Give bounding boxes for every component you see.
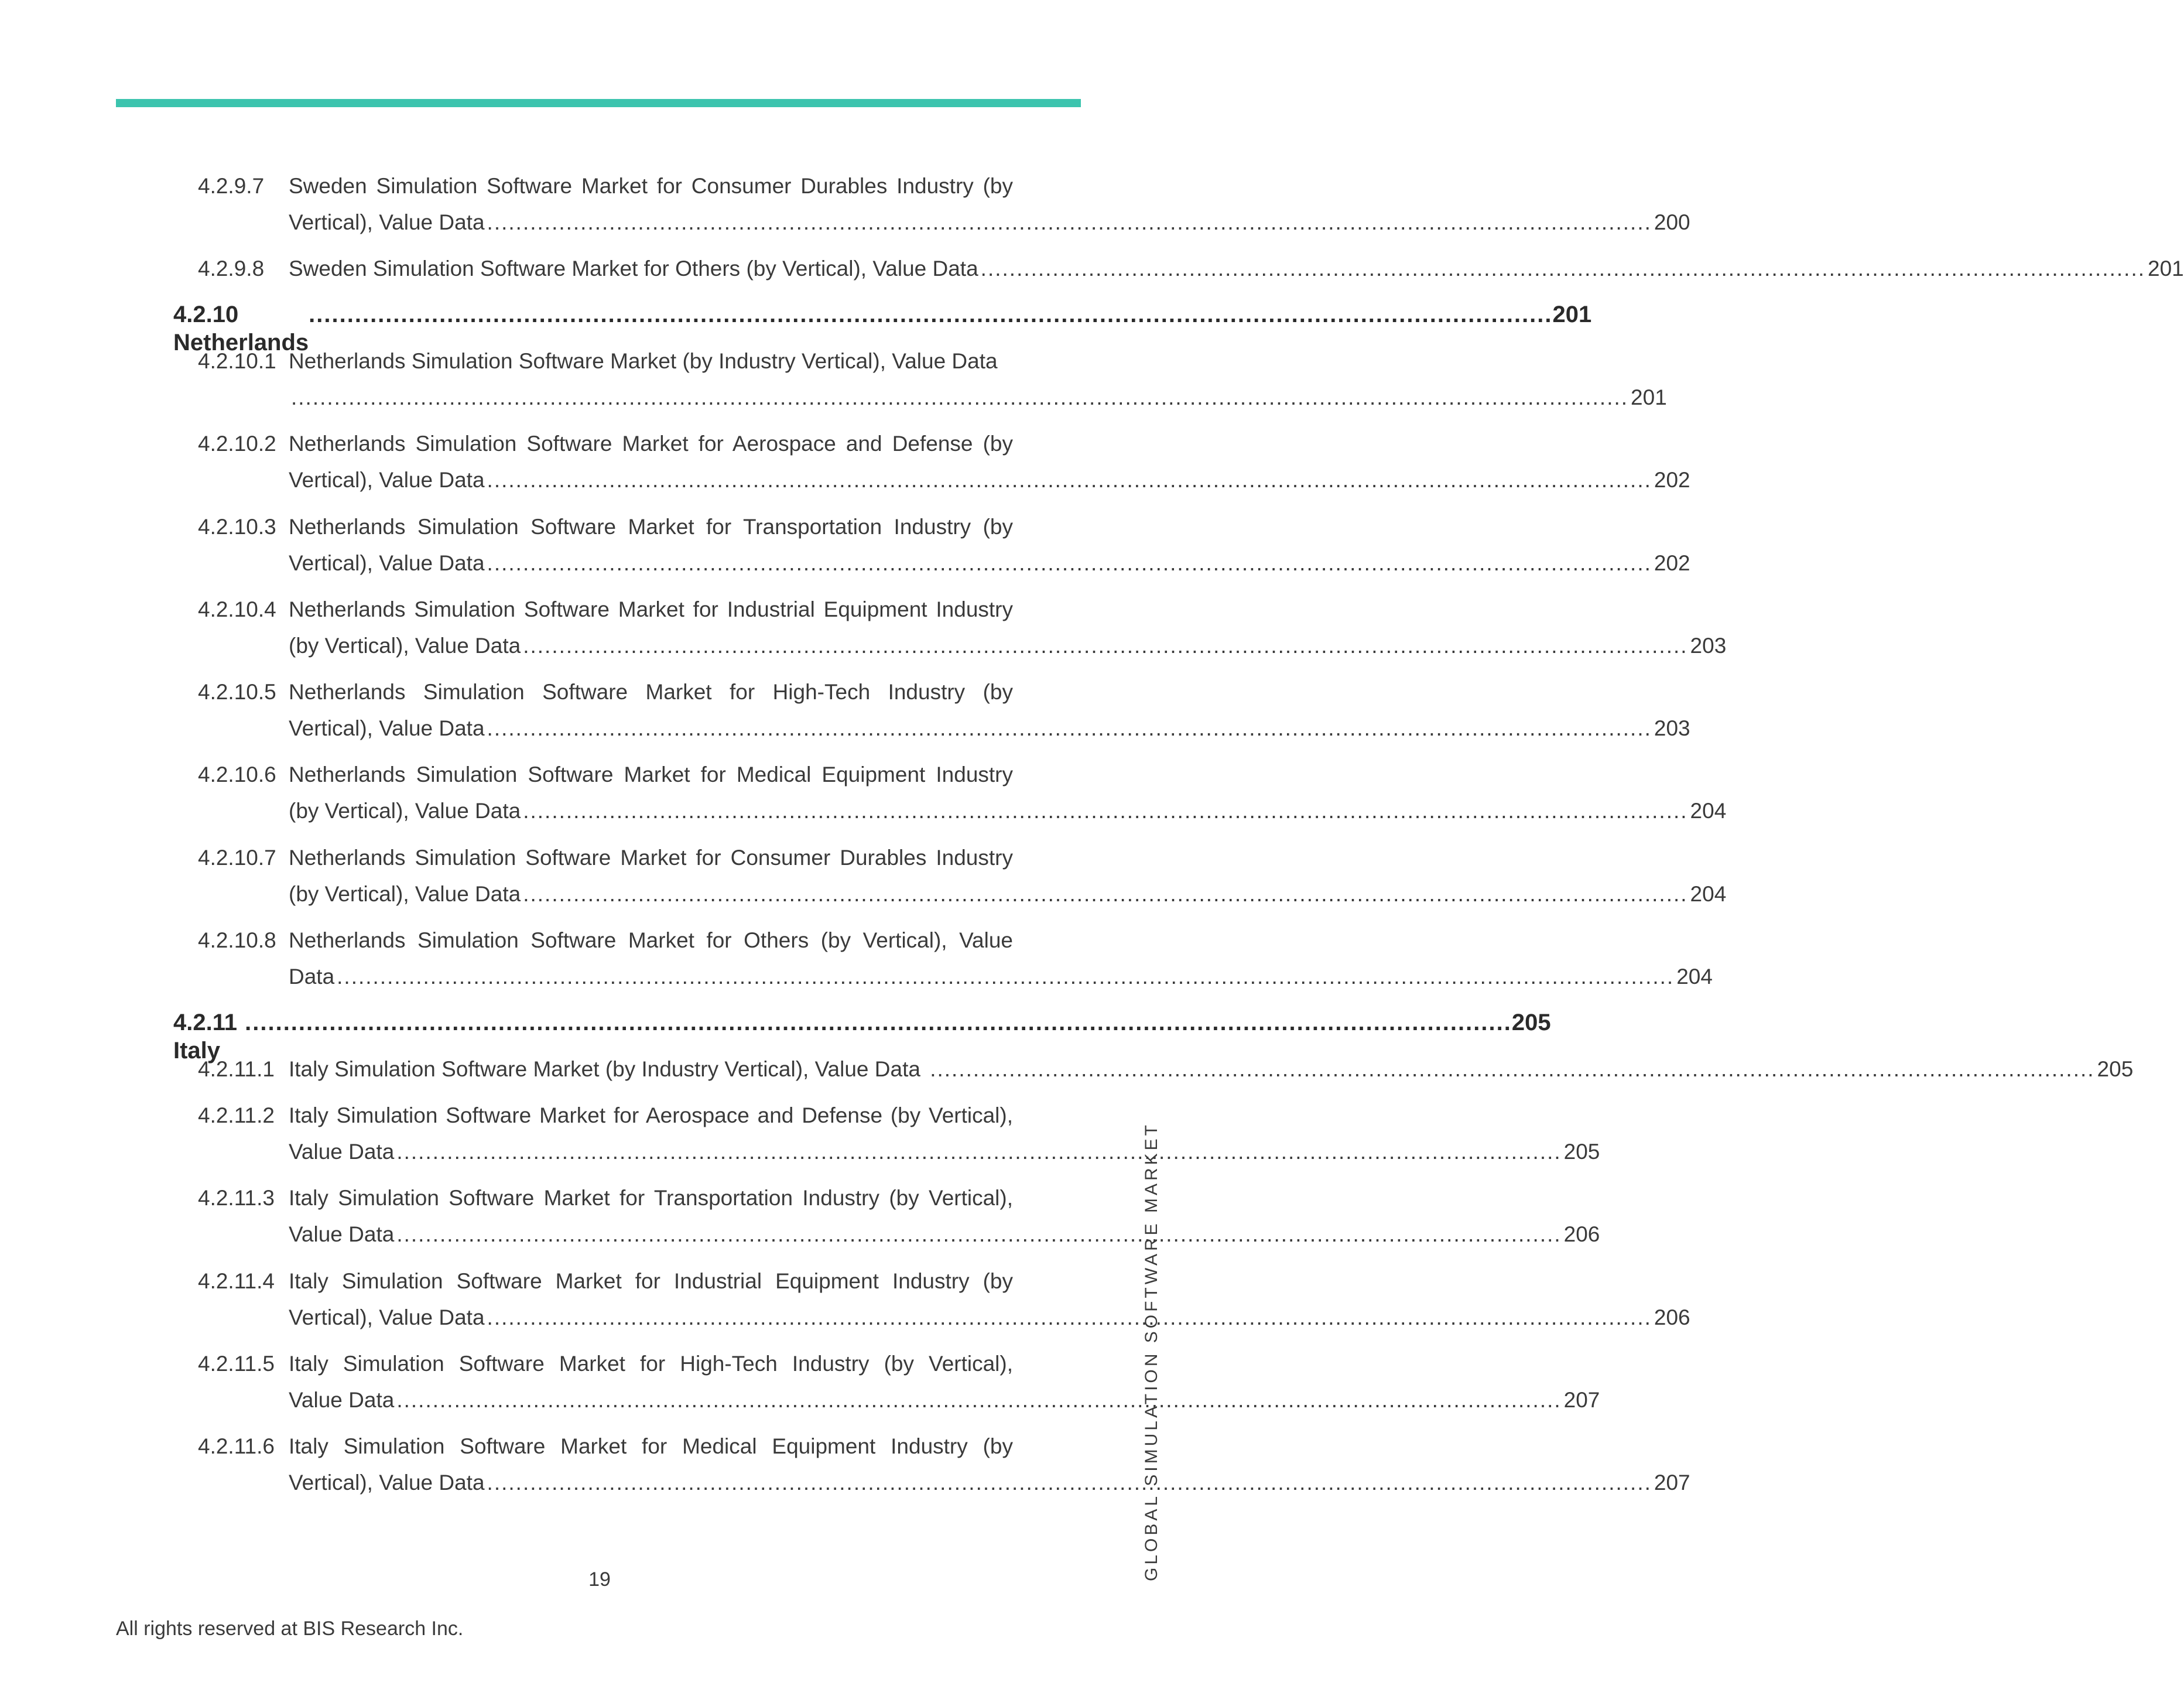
footer-copyright: All rights reserved at BIS Research Inc.	[116, 1618, 464, 1640]
toc-entry-title: Italy Simulation Software Market for High-Tech Industry (by Vertical),	[289, 1352, 1013, 1376]
page-number: 19	[588, 1568, 611, 1591]
toc-entry-title: Netherlands Simulation Software Market for High-Tech Industry (by	[289, 680, 1013, 704]
toc-entry-number: 4.2.11.1	[198, 1057, 275, 1081]
toc-entry-title-cont: (by Vertical), Value Data	[289, 799, 521, 823]
toc-page-number: 202	[1654, 468, 1690, 492]
dot-leader: ..................................................................................................................................................................	[922, 1057, 2095, 1081]
toc-entry-number: 4.2.10.5	[198, 680, 276, 704]
toc-page-number: 207	[1654, 1471, 1690, 1495]
toc-entry-number: 4.2.10.6	[198, 762, 276, 787]
dot-leader: ..................................................................................................................................................................	[396, 1388, 1562, 1412]
dot-leader: ..................................................................................................................................................................	[980, 257, 2145, 281]
dot-leader: ..................................................................................................................................................................	[487, 1471, 1652, 1495]
toc-entry-title: Netherlands Simulation Software Market for Others (by Vertical), Value	[289, 928, 1013, 952]
toc-page-number: 201	[2148, 257, 2184, 281]
toc-entry-number: 4.2.11.4	[198, 1269, 275, 1293]
toc-page-number: 203	[1654, 716, 1690, 740]
toc-page-number: 207	[1563, 1388, 1600, 1412]
toc-entry-title-cont: Value Data	[289, 1140, 395, 1164]
toc-page-number: 202	[1654, 551, 1690, 575]
toc-page-number: 206	[1563, 1222, 1600, 1246]
toc-entry-title: Italy Simulation Software Market for Transportation Industry (by Vertical),	[289, 1186, 1013, 1210]
toc-entry-title-cont: (by Vertical), Value Data	[289, 634, 521, 658]
toc-entry-title: Netherlands Simulation Software Market for Aerospace and Defense (by	[289, 432, 1013, 456]
toc-section-title: 4.2.11 Italy	[173, 1010, 238, 1064]
toc-page-number: 206	[1654, 1305, 1690, 1329]
toc-entry-title: Netherlands Simulation Software Market for Consumer Durables Industry	[289, 846, 1013, 870]
toc-entry-title: Italy Simulation Software Market for Medical Equipment Industry (by	[289, 1434, 1013, 1458]
toc-page-number: 205	[1563, 1140, 1600, 1164]
toc-page-number: 201	[1552, 302, 1592, 327]
toc-page-number: 204	[1690, 882, 1727, 906]
toc-entry-title: Sweden Simulation Software Market for Others (by Vertical), Value Data	[289, 257, 978, 281]
toc-page-number: 203	[1690, 634, 1727, 658]
dot-leader: .....................................................................................................................................................................	[237, 1010, 1512, 1035]
toc-entry-title: Netherlands Simulation Software Market for Medical Equipment Industry	[289, 762, 1013, 787]
toc-entry-title-cont: Vertical), Value Data	[289, 716, 485, 740]
toc-entry-title: Italy Simulation Software Market for Industrial Equipment Industry (by	[289, 1269, 1013, 1293]
toc-entry-number: 4.2.10.1	[198, 349, 276, 373]
toc-entry-title: Italy Simulation Software Market (by Industry Vertical), Value Data	[289, 1057, 920, 1081]
dot-leader: ..................................................................................................................................................................	[487, 551, 1652, 575]
toc-entry-title-cont: (by Vertical), Value Data	[289, 882, 521, 906]
toc-entry-number: 4.2.10.3	[198, 515, 276, 539]
toc-page-number: 205	[1511, 1010, 1551, 1035]
dot-leader: ..................................................................................................................................................................	[487, 1305, 1652, 1329]
dot-leader: ..................................................................................................................................................................	[487, 468, 1652, 492]
toc-entry-number: 4.2.10.4	[198, 597, 276, 621]
dot-leader: ..................................................................................................................................................................	[396, 1140, 1562, 1164]
dot-leader: ..................................................................................................................................................................	[487, 716, 1652, 740]
toc-page-number: 205	[2097, 1057, 2134, 1081]
toc-entry-title: Netherlands Simulation Software Market (by Industry Vertical), Value Data	[289, 349, 998, 373]
dot-leader: ..................................................................................................................................................................	[396, 1222, 1562, 1246]
toc-entry-number: 4.2.11.3	[198, 1186, 275, 1210]
dot-leader: ..................................................................................................................................................................	[523, 882, 1688, 906]
toc-entry-number: 4.2.11.5	[198, 1352, 275, 1376]
dot-leader: ..........................................................................................................................................................................................	[337, 965, 1675, 989]
toc-page-number: 204	[1676, 965, 1713, 989]
toc-entry-number: 4.2.10.7	[198, 846, 276, 870]
toc-entry-title-cont: Value Data	[289, 1222, 395, 1246]
toc-entry-title-cont: Vertical), Value Data	[289, 210, 485, 234]
toc-section-title: 4.2.10 Netherlands	[173, 302, 309, 355]
toc-entry-title-cont: Vertical), Value Data	[289, 551, 485, 575]
toc-entry-title-cont: Vertical), Value Data	[289, 1471, 485, 1495]
toc-entry-title-cont: Data	[289, 965, 335, 989]
toc-page-number: 204	[1690, 799, 1727, 823]
dot-leader: ..................................................................................................................................................................	[487, 210, 1652, 234]
toc-entry-title-cont: Value Data	[289, 1388, 395, 1412]
toc-entry-number: 4.2.10.8	[198, 928, 276, 952]
toc-entry-number: 4.2.11.2	[198, 1103, 275, 1127]
toc-entry-title: Netherlands Simulation Software Market for Industrial Equipment Industry	[289, 597, 1013, 621]
toc-entry-title: Netherlands Simulation Software Market for Transportation Industry (by	[289, 515, 1013, 539]
toc-entry-title-cont: Vertical), Value Data	[289, 468, 485, 492]
toc-entry-number: 4.2.10.2	[198, 432, 276, 456]
dot-leader: ..................................................................................................................................................................	[523, 634, 1688, 658]
dot-leader: ..........................................................................................................................................................................................	[291, 385, 1629, 409]
toc-page-number: 200	[1654, 210, 1690, 234]
header-accent-rule	[116, 99, 1081, 107]
toc-entry-number: 4.2.9.7	[198, 174, 265, 198]
side-running-title: GLOBAL SIMULATION SOFTWARE MARKET	[1142, 1122, 1161, 1581]
toc-entry-title-cont: Vertical), Value Data	[289, 1305, 485, 1329]
toc-entry-number: 4.2.11.6	[198, 1434, 275, 1458]
dot-leader: ..................................................................................................................................................................	[309, 302, 1553, 327]
toc-entry-title: Italy Simulation Software Market for Aerospace and Defense (by Vertical),	[289, 1103, 1013, 1127]
dot-leader: ..................................................................................................................................................................	[523, 799, 1688, 823]
toc-page-number: 201	[1631, 385, 1667, 409]
toc-entry-number: 4.2.9.8	[198, 257, 265, 281]
toc-entry-title: Sweden Simulation Software Market for Consumer Durables Industry (by	[289, 174, 1013, 198]
